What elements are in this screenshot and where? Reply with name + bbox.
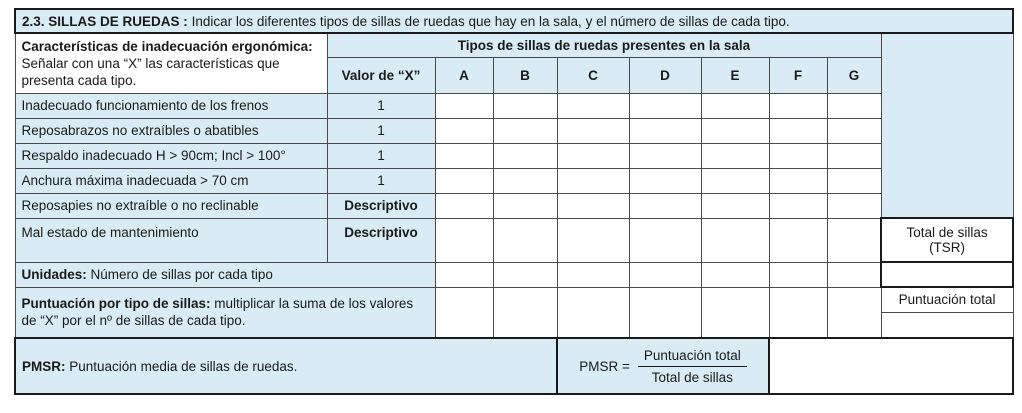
puntuacion-total-input[interactable]	[881, 312, 1013, 338]
cell-e[interactable]	[701, 143, 769, 168]
pmsr-denominator: Total de sillas	[651, 369, 733, 385]
valor-header: Valor de “X”	[327, 57, 435, 93]
pmsr-formula	[557, 338, 769, 394]
type-header-d: D	[629, 57, 701, 93]
puntuacion-g[interactable]	[827, 287, 881, 338]
characteristics-header	[15, 33, 327, 93]
cell-a[interactable]	[435, 218, 493, 262]
cell-e[interactable]	[701, 218, 769, 262]
unidades-d[interactable]	[629, 262, 701, 287]
cell-d[interactable]	[629, 93, 701, 118]
cell-a[interactable]	[435, 168, 493, 193]
cell-e[interactable]	[701, 118, 769, 143]
row-value: 1	[327, 143, 435, 168]
table-row	[15, 143, 1013, 168]
puntuacion-row	[15, 287, 1013, 312]
type-header-a: A	[435, 57, 493, 93]
cell-f[interactable]	[769, 218, 827, 262]
table-row	[15, 118, 1013, 143]
cell-c[interactable]	[557, 93, 629, 118]
table-row	[15, 168, 1013, 193]
pmsr-fraction	[579, 348, 746, 385]
puntuacion-label-text: multiplicar la suma de los valores de “X” por el nº de sillas de cada tipo.	[21, 296, 414, 329]
unidades-e[interactable]	[701, 262, 769, 287]
cell-d[interactable]	[629, 218, 701, 262]
cell-g[interactable]	[827, 143, 881, 168]
cell-b[interactable]	[493, 193, 557, 218]
wheelchair-table	[14, 8, 1014, 395]
cell-a[interactable]	[435, 93, 493, 118]
row-value: Descriptivo	[327, 193, 435, 218]
row-value: 1	[327, 93, 435, 118]
section-instruction: Indicar los diferentes tipos de sillas de ruedas que hay en la sala, y el número de sillas de cada tipo.	[191, 13, 790, 29]
unidades-a[interactable]	[435, 262, 493, 287]
puntuacion-label-bold: Puntuación por tipo de sillas:	[21, 296, 211, 312]
pmsr-row	[15, 338, 1013, 394]
unidades-label-bold: Unidades:	[21, 267, 87, 282]
cell-a[interactable]	[435, 118, 493, 143]
cell-d[interactable]	[629, 168, 701, 193]
row-value: 1	[327, 118, 435, 143]
type-header-e: E	[701, 57, 769, 93]
cell-e[interactable]	[701, 193, 769, 218]
cell-c[interactable]	[557, 143, 629, 168]
pmsr-numerator: Puntuación total	[638, 348, 747, 367]
section-number: 2.3.	[22, 13, 45, 29]
pmsr-label	[15, 338, 557, 394]
characteristics-header-bold: Características de inadecuación ergonómica:	[21, 38, 313, 54]
cell-b[interactable]	[493, 168, 557, 193]
table-row	[15, 218, 1013, 262]
row-label: Respaldo inadecuado H > 90cm; Incl > 100°	[15, 143, 327, 168]
cell-a[interactable]	[435, 143, 493, 168]
section-title	[15, 9, 1013, 33]
puntuacion-c[interactable]	[557, 287, 629, 338]
cell-c[interactable]	[557, 218, 629, 262]
cell-b[interactable]	[493, 143, 557, 168]
characteristics-header-text: Señalar con una “X” las características que presenta cada tipo.	[21, 55, 280, 88]
cell-b[interactable]	[493, 93, 557, 118]
puntuacion-b[interactable]	[493, 287, 557, 338]
unidades-label-text: Número de sillas por cada tipo	[90, 267, 273, 282]
section-heading: SILLAS DE RUEDAS :	[48, 13, 188, 29]
row-value: Descriptivo	[327, 218, 435, 262]
cell-f[interactable]	[769, 168, 827, 193]
row-value: 1	[327, 168, 435, 193]
cell-g[interactable]	[827, 118, 881, 143]
cell-f[interactable]	[769, 193, 827, 218]
right-side-blank	[881, 33, 1013, 218]
cell-c[interactable]	[557, 168, 629, 193]
puntuacion-total-label: Puntuación total	[881, 287, 1013, 312]
table-row	[15, 93, 1013, 118]
cell-d[interactable]	[629, 143, 701, 168]
cell-f[interactable]	[769, 118, 827, 143]
header-row-1	[15, 33, 1013, 57]
cell-g[interactable]	[827, 193, 881, 218]
puntuacion-e[interactable]	[701, 287, 769, 338]
unidades-g[interactable]	[827, 262, 881, 287]
cell-b[interactable]	[493, 218, 557, 262]
type-header-f: F	[769, 57, 827, 93]
unidades-f[interactable]	[769, 262, 827, 287]
cell-f[interactable]	[769, 93, 827, 118]
type-header-b: B	[493, 57, 557, 93]
section-title-row	[15, 9, 1013, 33]
type-header-g: G	[827, 57, 881, 93]
total-sillas-input[interactable]	[881, 262, 1013, 287]
puntuacion-d[interactable]	[629, 287, 701, 338]
pmsr-fraction-stack	[638, 348, 747, 385]
puntuacion-f[interactable]	[769, 287, 827, 338]
type-header-c: C	[557, 57, 629, 93]
row-label: Mal estado de mantenimiento	[15, 218, 327, 262]
pmsr-label-text: Puntuación media de sillas de ruedas.	[69, 358, 298, 374]
cell-e[interactable]	[701, 93, 769, 118]
row-label: Reposabrazos no extraíbles o abatibles	[15, 118, 327, 143]
pmsr-formula-lhs: PMSR =	[579, 358, 630, 374]
cell-c[interactable]	[557, 193, 629, 218]
table-row	[15, 193, 1013, 218]
cell-b[interactable]	[493, 118, 557, 143]
pmsr-label-bold: PMSR:	[22, 358, 66, 374]
cell-c[interactable]	[557, 118, 629, 143]
row-label: Anchura máxima inadecuada > 70 cm	[15, 168, 327, 193]
cell-d[interactable]	[629, 118, 701, 143]
types-header: Tipos de sillas de ruedas presentes en la sala	[327, 33, 881, 57]
total-sillas-label: Total de sillas (TSR)	[881, 218, 1013, 262]
cell-g[interactable]	[827, 168, 881, 193]
cell-g[interactable]	[827, 93, 881, 118]
puntuacion-label	[15, 287, 435, 338]
puntuacion-a[interactable]	[435, 287, 493, 338]
cell-a[interactable]	[435, 193, 493, 218]
cell-d[interactable]	[629, 193, 701, 218]
cell-g[interactable]	[827, 218, 881, 262]
unidades-label	[15, 262, 435, 287]
cell-e[interactable]	[701, 168, 769, 193]
row-label: Reposapies no extraíble o no reclinable	[15, 193, 327, 218]
row-label: Inadecuado funcionamiento de los frenos	[15, 93, 327, 118]
unidades-b[interactable]	[493, 262, 557, 287]
unidades-row	[15, 262, 1013, 287]
pmsr-result-input[interactable]	[769, 338, 1013, 394]
unidades-c[interactable]	[557, 262, 629, 287]
cell-f[interactable]	[769, 143, 827, 168]
